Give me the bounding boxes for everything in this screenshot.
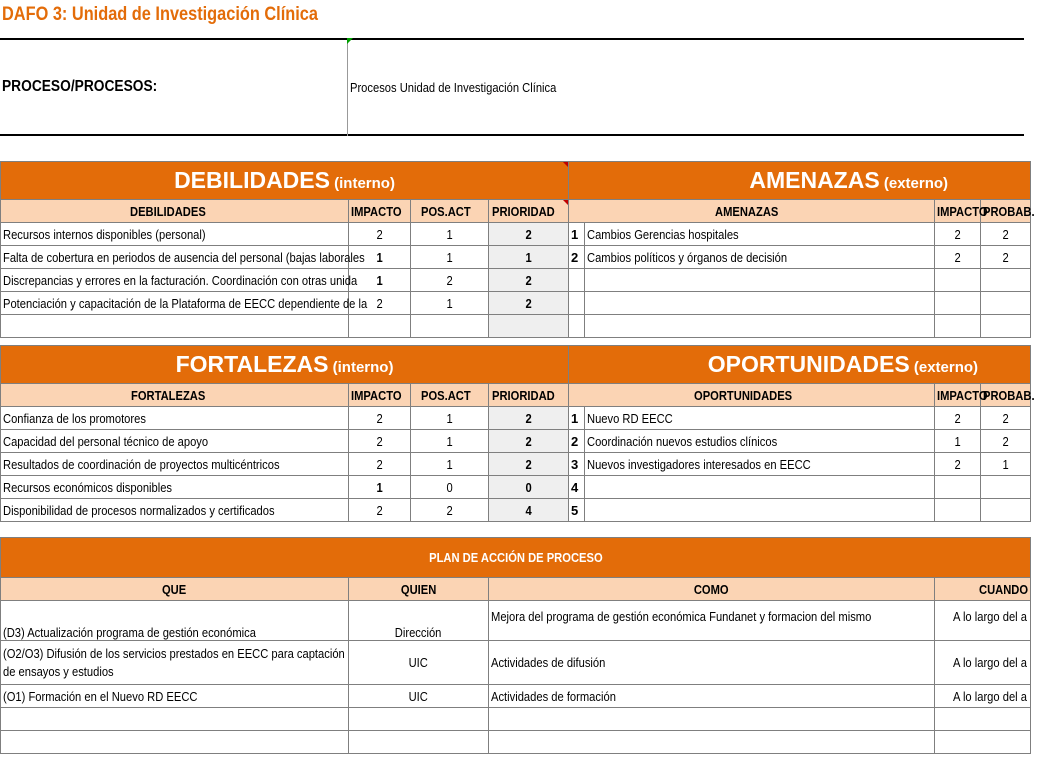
table-row bbox=[1, 407, 1031, 430]
table-row bbox=[1, 453, 1031, 476]
oportunidades-band bbox=[569, 346, 1031, 384]
dafo-upper-table bbox=[0, 161, 1035, 338]
amenaza-impacto[interactable] bbox=[935, 292, 981, 315]
dafo-lower-table bbox=[0, 345, 1035, 522]
table-row bbox=[1, 269, 1031, 292]
plan-band: PLAN DE ACCIÓN DE PROCESO bbox=[1, 538, 1031, 578]
debilidad-prioridad[interactable]: 1 bbox=[489, 246, 569, 269]
oportunidades-band-title: OPORTUNIDADES bbox=[707, 351, 910, 377]
fortaleza-text[interactable]: Resultados de coordinación de proyectos multicéntricos bbox=[1, 453, 349, 476]
debilidad-posact[interactable]: 1 bbox=[411, 246, 489, 269]
fortaleza-text[interactable]: Disponibilidad de procesos normalizados y certificados bbox=[1, 499, 349, 522]
plan-como[interactable]: Actividades de formación bbox=[489, 685, 935, 708]
page-title: DAFO 3: Unidad de Investigación Clínica bbox=[2, 4, 318, 25]
debilidad-posact[interactable]: 1 bbox=[411, 223, 489, 246]
oportunidad-num: 1 bbox=[569, 407, 585, 430]
plan-que[interactable]: (O2/O3) Difusión de los servicios prestados en EECC para captación de ensayos y estudios bbox=[1, 641, 349, 685]
amenaza-num bbox=[569, 292, 585, 315]
fortaleza-impacto[interactable]: 2 bbox=[349, 430, 411, 453]
fortaleza-impacto[interactable]: 2 bbox=[349, 407, 411, 430]
oportunidad-impacto[interactable]: 1 bbox=[935, 430, 981, 453]
amenazas-band bbox=[569, 162, 1031, 200]
header-impacto: IMPACTO bbox=[349, 384, 411, 407]
table-row bbox=[1, 499, 1031, 522]
header-posact: POS.ACT bbox=[411, 384, 489, 407]
amenaza-impacto[interactable] bbox=[935, 315, 981, 338]
debilidades-band-sub: (interno) bbox=[329, 175, 395, 192]
debilidad-impacto[interactable]: 2 bbox=[349, 292, 411, 315]
amenaza-text[interactable]: Cambios Gerencias hospitales bbox=[585, 223, 935, 246]
oportunidad-text[interactable] bbox=[585, 499, 935, 522]
amenaza-probab[interactable] bbox=[981, 269, 1031, 292]
amenaza-num: 1 bbox=[569, 223, 585, 246]
fortalezas-band-sub: (interno) bbox=[328, 359, 394, 376]
amenaza-num bbox=[569, 315, 585, 338]
header-fortalezas: FORTALEZAS bbox=[1, 384, 349, 407]
plan-quien[interactable]: Dirección bbox=[349, 601, 489, 641]
amenaza-text[interactable] bbox=[585, 292, 935, 315]
amenaza-num: 2 bbox=[569, 246, 585, 269]
header-impacto: IMPACTO bbox=[349, 200, 411, 223]
plan-que[interactable] bbox=[1, 708, 349, 731]
oportunidad-probab[interactable]: 1 bbox=[981, 453, 1031, 476]
oportunidad-probab[interactable] bbox=[981, 499, 1031, 522]
oportunidad-impacto[interactable]: 2 bbox=[935, 407, 981, 430]
fortaleza-posact[interactable]: 2 bbox=[411, 499, 489, 522]
amenazas-band-title: AMENAZAS bbox=[749, 167, 880, 193]
oportunidad-impacto[interactable] bbox=[935, 499, 981, 522]
plan-que[interactable] bbox=[1, 731, 349, 754]
cell-comment-marker bbox=[347, 38, 353, 44]
table-row bbox=[1, 708, 1031, 731]
fortalezas-band-title: FORTALEZAS bbox=[175, 351, 329, 377]
oportunidad-probab[interactable]: 2 bbox=[981, 407, 1031, 430]
header-que: QUE bbox=[1, 578, 349, 601]
oportunidad-probab[interactable] bbox=[981, 476, 1031, 499]
debilidad-impacto[interactable]: 2 bbox=[349, 223, 411, 246]
debilidad-impacto[interactable]: 1 bbox=[349, 269, 411, 292]
fortaleza-prioridad[interactable]: 2 bbox=[489, 430, 569, 453]
debilidad-impacto[interactable]: 1 bbox=[349, 246, 411, 269]
plan-cuando[interactable]: A lo largo del a bbox=[935, 685, 1031, 708]
header-cuando: CUANDO bbox=[935, 578, 1031, 601]
oportunidad-num: 2 bbox=[569, 430, 585, 453]
plan-como[interactable]: Actividades de difusión bbox=[489, 641, 935, 685]
amenaza-text[interactable] bbox=[585, 269, 935, 292]
amenaza-probab[interactable]: 2 bbox=[981, 246, 1031, 269]
oportunidad-impacto[interactable] bbox=[935, 476, 981, 499]
plan-quien[interactable] bbox=[349, 731, 489, 754]
oportunidad-num: 3 bbox=[569, 453, 585, 476]
fortalezas-band bbox=[1, 346, 569, 384]
plan-quien[interactable]: UIC bbox=[349, 641, 489, 685]
oportunidad-probab[interactable]: 2 bbox=[981, 430, 1031, 453]
amenaza-impacto[interactable]: 2 bbox=[935, 246, 981, 269]
plan-como[interactable]: Mejora del programa de gestión económica Fundanet y formacion del mismo bbox=[489, 601, 935, 641]
proceso-label: PROCESO/PROCESOS: bbox=[2, 78, 158, 95]
proceso-value[interactable]: Procesos Unidad de Investigación Clínica bbox=[350, 80, 557, 95]
debilidades-band-title: DEBILIDADES bbox=[174, 167, 330, 193]
debilidad-posact[interactable] bbox=[411, 315, 489, 338]
proceso-divider bbox=[347, 38, 348, 136]
fortaleza-text[interactable]: Capacidad del personal técnico de apoyo bbox=[1, 430, 349, 453]
table-row bbox=[1, 292, 1031, 315]
header-prioridad: PRIORIDAD bbox=[489, 384, 569, 407]
header-quien: QUIEN bbox=[349, 578, 489, 601]
fortaleza-impacto[interactable]: 2 bbox=[349, 453, 411, 476]
debilidad-text[interactable]: Falta de cobertura en periodos de ausencia del personal (bajas laborales bbox=[1, 246, 349, 269]
plan-quien[interactable] bbox=[349, 708, 489, 731]
oportunidad-text[interactable]: Nuevo RD EECC bbox=[585, 407, 935, 430]
table-row bbox=[1, 246, 1031, 269]
amenaza-probab[interactable] bbox=[981, 315, 1031, 338]
debilidad-prioridad[interactable]: 2 bbox=[489, 292, 569, 315]
amenazas-band-sub: (externo) bbox=[879, 175, 949, 192]
table-row bbox=[1, 731, 1031, 754]
fortaleza-prioridad[interactable]: 4 bbox=[489, 499, 569, 522]
header-amenazas: AMENAZAS bbox=[569, 200, 935, 223]
table-row bbox=[1, 430, 1031, 453]
header-debilidades: DEBILIDADES bbox=[1, 200, 349, 223]
debilidades-band bbox=[1, 162, 569, 200]
fortaleza-text[interactable]: Recursos económicos disponibles bbox=[1, 476, 349, 499]
debilidad-text[interactable]: Discrepancias y errores en la facturación. Coordinación con otras unida bbox=[1, 269, 349, 292]
debilidad-impacto[interactable] bbox=[349, 315, 411, 338]
oportunidad-impacto[interactable]: 2 bbox=[935, 453, 981, 476]
fortaleza-posact[interactable]: 1 bbox=[411, 430, 489, 453]
plan-que[interactable]: (O1) Formación en el Nuevo RD EECC bbox=[1, 685, 349, 708]
debilidad-posact[interactable]: 1 bbox=[411, 292, 489, 315]
header-posact: POS.ACT bbox=[411, 200, 489, 223]
debilidad-text[interactable]: Recursos internos disponibles (personal) bbox=[1, 223, 349, 246]
fortaleza-posact[interactable]: 1 bbox=[411, 407, 489, 430]
plan-como[interactable] bbox=[489, 731, 935, 754]
header-impacto-am: IMPACTO bbox=[935, 200, 981, 223]
plan-cuando[interactable]: A lo largo del a bbox=[935, 641, 1031, 685]
header-impacto-op: IMPACTO bbox=[935, 384, 981, 407]
table-row bbox=[1, 476, 1031, 499]
oportunidad-text[interactable] bbox=[585, 476, 935, 499]
oportunidades-band-sub: (externo) bbox=[909, 359, 979, 376]
fortaleza-impacto[interactable]: 1 bbox=[349, 476, 411, 499]
debilidad-posact[interactable]: 2 bbox=[411, 269, 489, 292]
oportunidad-text[interactable]: Nuevos investigadores interesados en EECC bbox=[585, 453, 935, 476]
debilidad-prioridad[interactable] bbox=[489, 315, 569, 338]
header-probab-am: PROBAB. bbox=[981, 200, 1031, 223]
cell-comment-marker bbox=[563, 162, 568, 167]
header-probab-op: PROBAB. bbox=[981, 384, 1031, 407]
fortaleza-posact[interactable]: 0 bbox=[411, 476, 489, 499]
debilidad-text[interactable] bbox=[1, 315, 349, 338]
header-como: COMO bbox=[489, 578, 935, 601]
oportunidad-num: 5 bbox=[569, 499, 585, 522]
fortaleza-posact[interactable]: 1 bbox=[411, 453, 489, 476]
fortaleza-prioridad[interactable]: 2 bbox=[489, 453, 569, 476]
debilidad-prioridad[interactable]: 2 bbox=[489, 269, 569, 292]
plan-cuando[interactable] bbox=[935, 708, 1031, 731]
amenaza-probab[interactable] bbox=[981, 292, 1031, 315]
fortaleza-impacto[interactable]: 2 bbox=[349, 499, 411, 522]
header-oportunidades: OPORTUNIDADES bbox=[569, 384, 935, 407]
amenaza-text[interactable]: Cambios políticos y órganos de decisión bbox=[585, 246, 935, 269]
amenaza-probab[interactable]: 2 bbox=[981, 223, 1031, 246]
table-row bbox=[1, 315, 1031, 338]
table-row bbox=[1, 641, 1031, 685]
amenaza-impacto[interactable] bbox=[935, 269, 981, 292]
plan-accion-table bbox=[0, 537, 1031, 754]
plan-que[interactable]: (D3) Actualización programa de gestión económica bbox=[1, 601, 349, 641]
debilidad-prioridad[interactable]: 2 bbox=[489, 223, 569, 246]
table-row bbox=[1, 223, 1031, 246]
plan-cuando[interactable]: A lo largo del a bbox=[935, 601, 1031, 641]
plan-como[interactable] bbox=[489, 708, 935, 731]
fortaleza-text[interactable]: Confianza de los promotores bbox=[1, 407, 349, 430]
table-row bbox=[1, 601, 1031, 641]
amenaza-text[interactable] bbox=[585, 315, 935, 338]
fortaleza-prioridad[interactable]: 2 bbox=[489, 407, 569, 430]
fortaleza-prioridad[interactable]: 0 bbox=[489, 476, 569, 499]
cell-comment-marker bbox=[563, 200, 568, 205]
oportunidad-num: 4 bbox=[569, 476, 585, 499]
amenaza-num bbox=[569, 269, 585, 292]
header-prioridad: PRIORIDAD bbox=[489, 200, 569, 223]
plan-cuando[interactable] bbox=[935, 731, 1031, 754]
oportunidad-text[interactable]: Coordinación nuevos estudios clínicos bbox=[585, 430, 935, 453]
table-row bbox=[1, 685, 1031, 708]
plan-quien[interactable]: UIC bbox=[349, 685, 489, 708]
debilidad-text[interactable]: Potenciación y capacitación de la Plataforma de EECC dependiente de la bbox=[1, 292, 349, 315]
amenaza-impacto[interactable]: 2 bbox=[935, 223, 981, 246]
